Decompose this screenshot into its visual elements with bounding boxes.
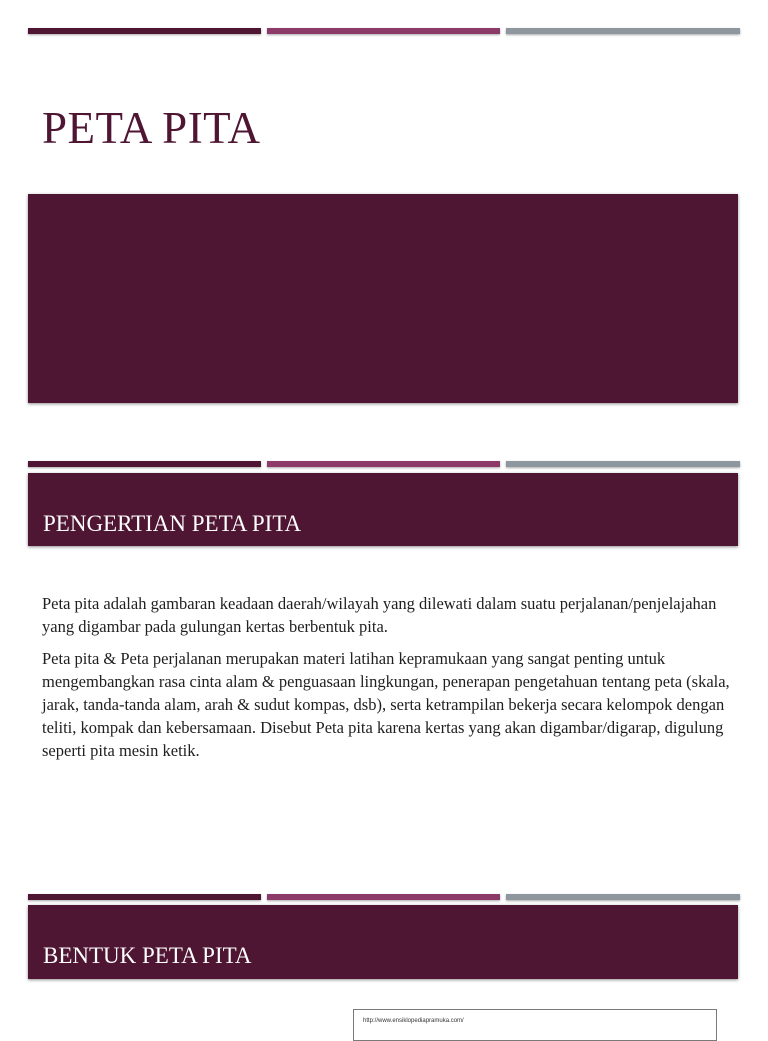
accent-bar-gray <box>506 461 740 467</box>
accent-bar-plum <box>267 894 500 900</box>
accent-bar-maroon <box>28 894 261 900</box>
slide2-heading: PENGERTIAN PETA PITA <box>43 511 302 536</box>
image-source-url[interactable]: http://www.ensiklopediapramuka.com/ <box>363 1018 464 1024</box>
paragraph: Peta pita adalah gambaran keadaan daerah/wilayah yang dilewati dalam suatu perjalanan/penjelajahan yang digambar pada gulungan kertas berbentuk pita. <box>42 594 717 636</box>
slide1-accent-bars <box>28 28 740 36</box>
accent-bar-gray <box>506 28 740 34</box>
accent-bar-plum <box>267 461 500 467</box>
slide1-subtitle-panel <box>28 194 738 403</box>
slide2-header-panel <box>28 473 738 546</box>
slide3-accent-bars <box>28 894 740 902</box>
accent-bar-maroon <box>28 28 261 34</box>
image-frame <box>353 1009 717 1041</box>
accent-bar-maroon <box>28 461 261 467</box>
accent-bar-plum <box>267 28 500 34</box>
accent-bar-gray <box>506 894 740 900</box>
slide2-accent-bars <box>28 461 740 469</box>
slide1-title: PETA PITA <box>42 103 261 153</box>
slide3-heading: BENTUK PETA PITA <box>43 943 252 968</box>
slide3-header-panel <box>28 905 738 979</box>
slide2-body <box>42 592 742 771</box>
paragraph: Peta pita & Peta perjalanan merupakan materi latihan kepramukaan yang sangat penting untuk mengembangkan rasa cinta alam & penguasaan lingkungan, penerapan pengetahuan tentang peta (skala, jarak, tanda-tanda alam, arah & sudut kompas, dsb), serta ketrampilan bekerja secara kelompok dengan teliti, kompak dan kebersamaan. Disebut Peta pita karena kertas yang akan digambar/digarap, digulung seperti pita mesin ketik. <box>42 649 730 760</box>
